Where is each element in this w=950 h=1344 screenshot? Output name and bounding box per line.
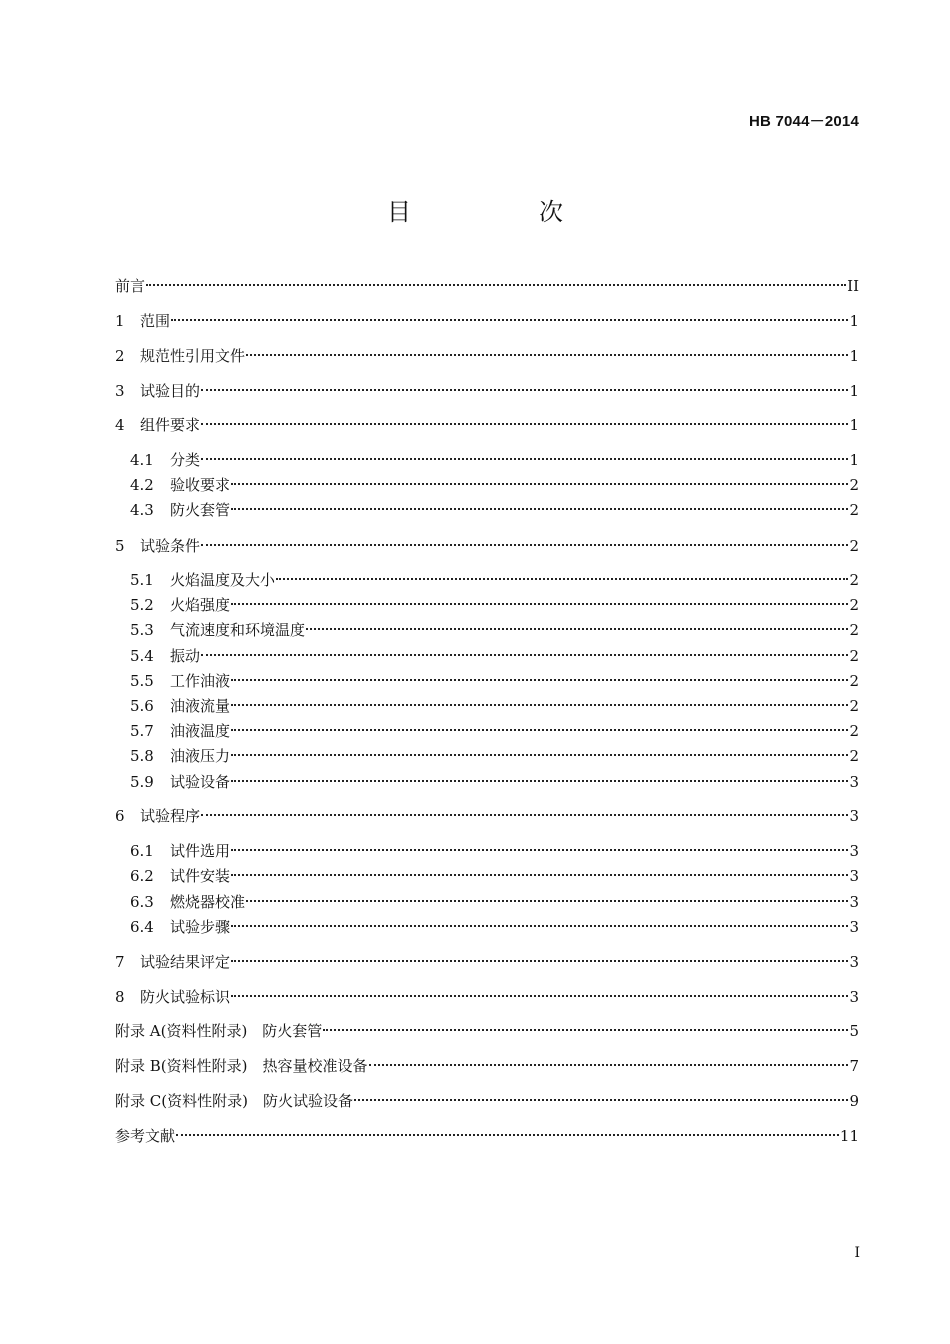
toc-entry-label: 气流速度和环境温度	[170, 621, 306, 639]
toc-entry-label: 工作油液	[170, 672, 231, 690]
toc-entry-number: 6	[115, 807, 125, 825]
toc-entry[interactable]	[115, 308, 859, 330]
toc-entry[interactable]	[115, 1088, 859, 1110]
toc-entry-page: 7	[849, 1057, 859, 1075]
toc-entry-number: 5.1	[130, 571, 154, 589]
toc-entry-label: 试件选用	[170, 842, 231, 860]
toc-entry-number: 7	[115, 953, 125, 971]
toc-entry-label: 试验目的	[140, 382, 201, 400]
dot-leader	[276, 562, 848, 580]
toc-entry-page: 1	[849, 382, 859, 400]
toc-entry-number: 5.8	[130, 747, 154, 765]
dot-leader	[231, 738, 848, 756]
toc-entry-label: 试验步骤	[170, 918, 231, 936]
dot-leader	[231, 467, 848, 485]
standard-code: HB 7044－2014	[749, 113, 859, 130]
dot-leader	[201, 528, 848, 546]
toc-entry-number: 6.3	[130, 893, 154, 911]
toc-entry-page: 2	[849, 647, 859, 665]
toc-entry-label: 附录 C(资料性附录) 防火试验设备	[115, 1092, 353, 1110]
toc-entry-page: 11	[839, 1127, 859, 1145]
dot-leader	[246, 338, 848, 356]
toc-entry-page: 2	[849, 476, 859, 494]
dot-leader	[231, 944, 848, 962]
dot-leader	[246, 884, 848, 902]
toc-entry-number: 5.7	[130, 722, 154, 740]
dot-leader	[231, 663, 848, 681]
toc-entry-number: 5.5	[130, 672, 154, 690]
toc-entry[interactable]	[115, 1053, 859, 1075]
toc-entry-label: 火焰强度	[170, 596, 231, 614]
toc-entry[interactable]	[130, 743, 859, 765]
toc-entry-page: 5	[849, 1022, 859, 1040]
dot-leader	[369, 1048, 849, 1066]
toc-entry[interactable]	[115, 949, 859, 971]
toc-entry[interactable]	[130, 643, 859, 665]
toc-entry-label: 防火试验标识	[140, 988, 231, 1006]
toc-entry[interactable]	[115, 984, 859, 1006]
toc-entry-page: 2	[849, 747, 859, 765]
toc-entry-number: 5	[115, 537, 125, 555]
toc-entry-page: 2	[849, 501, 859, 519]
toc-entry[interactable]	[130, 889, 859, 911]
toc-entry-page: 2	[849, 722, 859, 740]
dot-leader	[231, 764, 848, 782]
toc-entry-label: 油液压力	[170, 747, 231, 765]
dot-leader	[231, 909, 848, 927]
toc-entry-number: 6.2	[130, 867, 154, 885]
toc-entry[interactable]	[115, 533, 859, 555]
toc-entry-label: 前言	[115, 277, 146, 295]
dot-leader	[306, 612, 848, 630]
dot-leader	[146, 268, 846, 286]
toc-entry[interactable]	[130, 914, 859, 936]
toc-entry[interactable]	[115, 343, 859, 365]
toc-entry-label: 规范性引用文件	[140, 347, 246, 365]
toc-entry-page: 1	[849, 451, 859, 469]
toc-entry-page: 2	[849, 621, 859, 639]
toc-entry-page: 3	[849, 988, 859, 1006]
dot-leader	[231, 713, 848, 731]
toc-entry-number: 5.6	[130, 697, 154, 715]
toc-entry-number: 4.2	[130, 476, 154, 494]
dot-leader	[201, 373, 848, 391]
dot-leader	[171, 303, 848, 321]
toc-entry-page: 2	[849, 697, 859, 715]
dot-leader	[231, 979, 848, 997]
toc-entry-label: 试件安装	[170, 867, 231, 885]
toc-entry-number: 2	[115, 347, 125, 365]
toc-entry[interactable]	[130, 718, 859, 740]
dot-leader	[231, 688, 848, 706]
toc-entry-label: 附录 B(资料性附录) 热容量校准设备	[115, 1057, 368, 1075]
toc-entry[interactable]	[130, 668, 859, 690]
dot-leader	[201, 407, 848, 425]
toc-entry-label: 振动	[170, 647, 201, 665]
page-number: I	[854, 1245, 860, 1261]
toc-entry-number: 5.4	[130, 647, 154, 665]
dot-leader	[201, 798, 848, 816]
toc-entry[interactable]	[130, 838, 859, 860]
toc-entry-page: 3	[849, 807, 859, 825]
toc-entry-label: 火焰温度及大小	[170, 571, 276, 589]
dot-leader	[354, 1083, 849, 1101]
toc-entry-page: II	[847, 277, 859, 295]
toc-entry[interactable]	[115, 378, 859, 400]
toc-entry-number: 1	[115, 312, 125, 330]
toc-entry-number: 6.4	[130, 918, 154, 936]
toc-entry-page: 3	[849, 773, 859, 791]
toc-entry-page: 3	[849, 918, 859, 936]
dot-leader	[323, 1013, 848, 1031]
toc-entry[interactable]	[115, 1123, 859, 1145]
dot-leader	[201, 442, 848, 460]
toc-entry[interactable]	[130, 769, 859, 791]
toc-entry-page: 2	[849, 596, 859, 614]
toc-entry[interactable]	[130, 447, 859, 469]
toc-entry[interactable]	[130, 567, 859, 589]
toc-entry-label: 附录 A(资料性附录) 防火套管	[115, 1022, 323, 1040]
toc-entry-label: 范围	[140, 312, 171, 330]
toc-entry-label: 验收要求	[170, 476, 231, 494]
toc-entry[interactable]	[130, 617, 859, 639]
toc-entry-page: 3	[849, 842, 859, 860]
toc-entry[interactable]	[130, 693, 859, 715]
toc-entry-label: 参考文献	[115, 1127, 176, 1145]
toc-entry-label: 油液温度	[170, 722, 231, 740]
toc-entry-number: 8	[115, 988, 125, 1006]
toc-entry[interactable]	[130, 863, 859, 885]
toc-entry[interactable]	[130, 472, 859, 494]
toc-entry-label: 燃烧器校准	[170, 893, 246, 911]
toc-entry[interactable]	[115, 1018, 859, 1040]
page-title: 目 次	[387, 198, 615, 226]
toc-entry[interactable]	[130, 592, 859, 614]
toc-entry-page: 2	[849, 571, 859, 589]
toc-entry[interactable]	[115, 803, 859, 825]
toc-entry-page: 3	[849, 893, 859, 911]
toc-entry-page: 1	[849, 347, 859, 365]
toc-entry-number: 6.1	[130, 842, 154, 860]
toc-entry-label: 试验设备	[170, 773, 231, 791]
toc-entry-page: 1	[849, 416, 859, 434]
toc-entry-page: 2	[849, 537, 859, 555]
toc-entry-label: 防火套管	[170, 501, 231, 519]
toc-entry-number: 5.9	[130, 773, 154, 791]
toc-entry-number: 5.3	[130, 621, 154, 639]
toc-entry-number: 4.1	[130, 451, 154, 469]
toc-entry-page: 3	[849, 953, 859, 971]
toc-entry-label: 试验程序	[140, 807, 201, 825]
toc-entry-label: 试验条件	[140, 537, 201, 555]
toc-entry-label: 组件要求	[140, 416, 201, 434]
toc-entry[interactable]	[130, 497, 859, 519]
toc-entry-number: 4.3	[130, 501, 154, 519]
table-of-contents	[115, 0, 859, 1344]
dot-leader	[231, 492, 848, 510]
toc-entry-page: 2	[849, 672, 859, 690]
toc-entry-number: 5.2	[130, 596, 154, 614]
dot-leader	[231, 833, 848, 851]
toc-entry-label: 油液流量	[170, 697, 231, 715]
toc-entry-label: 分类	[170, 451, 201, 469]
dot-leader	[201, 638, 848, 656]
toc-entry-label: 试验结果评定	[140, 953, 231, 971]
toc-entry[interactable]	[115, 273, 859, 295]
toc-entry[interactable]	[115, 412, 859, 434]
dot-leader	[231, 858, 848, 876]
toc-entry-number: 4	[115, 416, 125, 434]
toc-entry-page: 3	[849, 867, 859, 885]
toc-entry-page: 9	[849, 1092, 859, 1110]
dot-leader	[231, 587, 848, 605]
toc-entry-page: 1	[849, 312, 859, 330]
toc-entry-number: 3	[115, 382, 125, 400]
dot-leader	[176, 1118, 839, 1136]
